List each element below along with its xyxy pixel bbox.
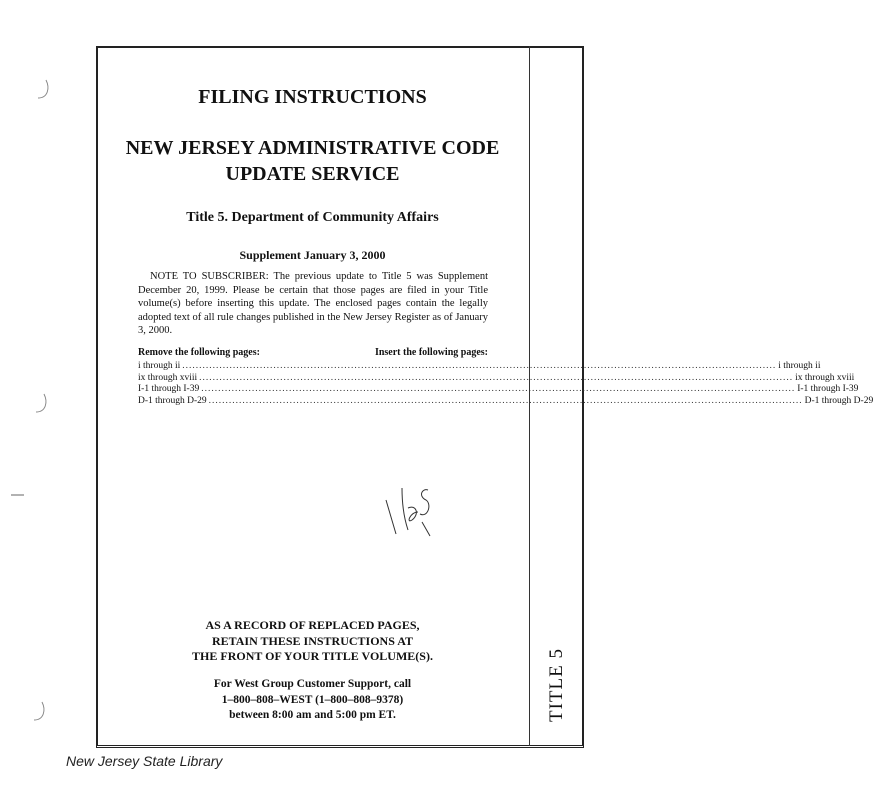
remove-pages: i through ii bbox=[138, 361, 181, 371]
dot-leader: ................................................................................................................................................................................ bbox=[201, 384, 796, 394]
spine-title-label: TITLE 5 bbox=[546, 647, 567, 723]
edge-mark-icon bbox=[10, 492, 26, 498]
support-info bbox=[96, 677, 529, 724]
insert-pages: i through ii bbox=[778, 361, 821, 371]
table-row bbox=[138, 384, 859, 396]
binder-hole-mark-icon bbox=[30, 392, 50, 416]
support-phone: 1–800–808–WEST (1–800–808–9378) bbox=[221, 693, 404, 706]
code-title-line-1: NEW JERSEY ADMINISTRATIVE CODE bbox=[125, 137, 500, 159]
binder-hole-mark-icon bbox=[32, 78, 52, 102]
handwritten-mark-icon bbox=[372, 478, 442, 548]
pages-table-header bbox=[138, 347, 488, 361]
table-row bbox=[138, 395, 873, 408]
remove-pages: ix through xviii bbox=[138, 372, 198, 383]
page-title: FILING INSTRUCTIONS bbox=[198, 86, 427, 108]
remove-header: Remove the following pages: bbox=[138, 347, 260, 358]
library-stamp: New Jersey State Library bbox=[66, 753, 223, 769]
insert-pages: I-1 through I-39 bbox=[797, 384, 859, 394]
title-line: Title 5. Department of Community Affairs bbox=[186, 210, 439, 225]
retain-notice-line-3: THE FRONT OF YOUR TITLE VOLUME(S). bbox=[192, 649, 433, 663]
remove-pages: I-1 through I-39 bbox=[138, 384, 200, 394]
insert-header: Insert the following pages: bbox=[374, 347, 488, 358]
table-row bbox=[138, 372, 855, 385]
retain-notice-line-2: RETAIN THESE INSTRUCTIONS AT bbox=[211, 633, 414, 648]
pages-table bbox=[138, 347, 873, 407]
code-title-line-2: UPDATE SERVICE bbox=[225, 163, 400, 185]
support-hours: between 8:00 am and 5:00 pm ET. bbox=[229, 709, 396, 721]
table-row bbox=[138, 361, 821, 373]
support-line-1: For West Group Customer Support, call bbox=[213, 678, 412, 690]
insert-pages: ix through xviii bbox=[795, 372, 855, 383]
retain-notice bbox=[96, 618, 529, 665]
supplement-date: Supplement January 3, 2000 bbox=[239, 248, 386, 262]
insert-pages: D-1 through D-29 bbox=[804, 395, 873, 406]
subscriber-note: NOTE TO SUBSCRIBER: The previous update to Title 5 was Supplement December 20, 1999. Please be certain that those pages are filed in your Title volume(s) before inserting this update. The enclosed pages contain the legally adopted text of all rule changes published in the New Jersey Register as of January 3, 2000. bbox=[138, 271, 488, 337]
code-title bbox=[96, 135, 529, 187]
dot-leader: ................................................................................................................................................................................ bbox=[182, 361, 777, 371]
retain-notice-line-1: AS A RECORD OF REPLACED PAGES, bbox=[205, 618, 420, 632]
dot-leader: ................................................................................................................................................................................ bbox=[208, 395, 803, 406]
remove-pages: D-1 through D-29 bbox=[138, 395, 207, 406]
binder-hole-mark-icon bbox=[28, 700, 48, 724]
dot-leader: ................................................................................................................................................................................ bbox=[199, 372, 794, 383]
